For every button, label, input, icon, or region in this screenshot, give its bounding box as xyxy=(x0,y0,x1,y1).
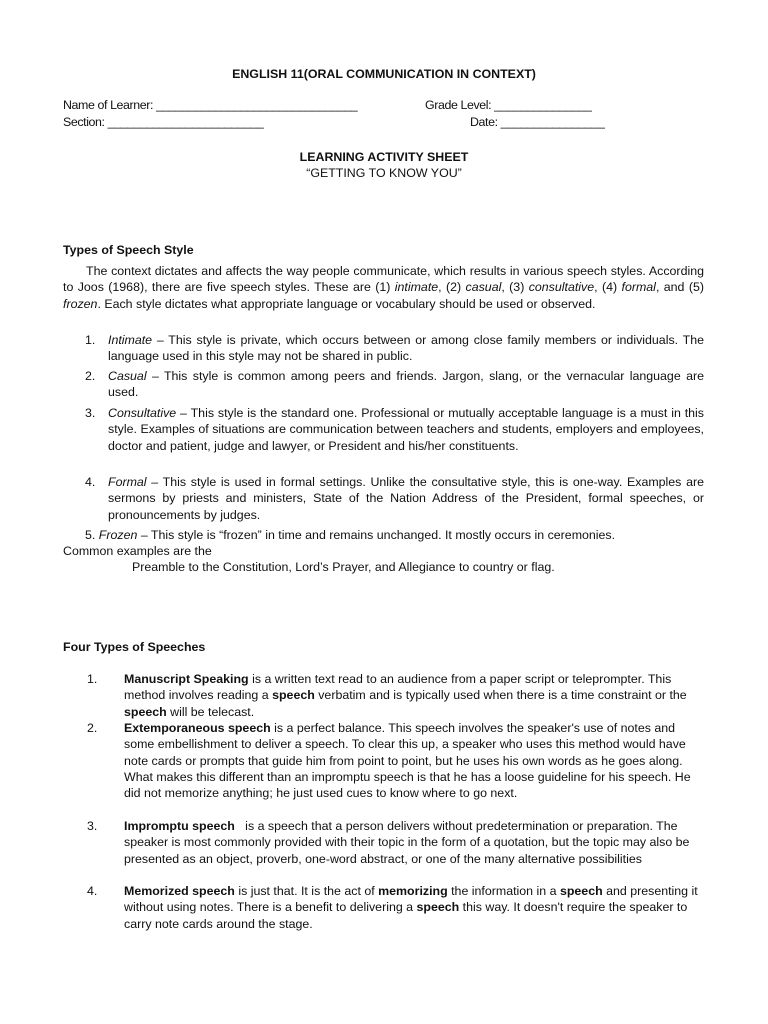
speech-item-memorized xyxy=(63,883,704,932)
speech-item-impromptu xyxy=(63,818,704,867)
speech-text: is just that. It is the act of xyxy=(234,884,379,898)
speech-text: is a speech that a person delivers without predetermination or preparation. The speaker is most commonly provided with their topic in the form of a quotation, but the topic may also be presented as an object, proverb, one-word abstract, or one of the many alternative possibilities xyxy=(124,819,693,866)
list-number: 2. xyxy=(85,369,96,383)
grade-level-field: Grade Level: _______________ xyxy=(425,98,592,112)
speech-term: speech xyxy=(124,704,167,719)
list-number: 1. xyxy=(85,333,96,347)
speeches-heading: Four Types of Speeches xyxy=(63,640,206,654)
name-of-learner-field: Name of Learner: _______________________________ xyxy=(63,98,358,112)
speech-text: will be telecast. xyxy=(166,704,255,719)
speech-style-heading: Types of Speech Style xyxy=(63,243,194,257)
intro-term-casual: casual xyxy=(465,280,502,295)
speech-term: Extemporaneous speech xyxy=(124,721,271,735)
speech-text: the information in a xyxy=(447,884,560,898)
style-description: – This style is “frozen” in time and remains unchanged. It mostly occurs in ceremonies. xyxy=(137,528,616,542)
speech-term: speech xyxy=(559,884,603,898)
intro-term-intimate: intimate xyxy=(394,280,439,295)
speech-term: memorizing xyxy=(378,884,448,898)
intro-text: . Each style dictates what appropriate language or vocabulary should be used or observed. xyxy=(97,296,596,311)
list-number: 3. xyxy=(87,819,98,833)
speech-style-item-intimate xyxy=(63,332,704,365)
speech-item-extemporaneous xyxy=(63,720,704,801)
section-field: Section: ________________________ xyxy=(63,115,264,129)
speech-text: is a written text read to an audience from a paper script or teleprompter. This method involves reading a xyxy=(124,672,672,703)
speech-style-intro xyxy=(63,263,704,312)
speech-style-item-consultative xyxy=(63,405,704,454)
style-description: – This style is the standard one. Professional or mutually acceptable language is a must in this style. Examples of situations are communication between teachers and students, employers and employees, doctor and patient, judge and lawyer, or President and his/her constituents. xyxy=(108,406,704,453)
date-field: Date: ________________ xyxy=(470,115,605,129)
intro-text: , and (5) xyxy=(655,280,704,295)
document-title: ENGLISH 11(ORAL COMMUNICATION IN CONTEXT) xyxy=(232,67,536,81)
style-description: – This style is private, which occurs between or among close family members or individuals. The language used in this style may not be shared in public. xyxy=(108,333,704,364)
intro-text: The context dictates and affects the way people communicate, which results in various speech styles. According to Joos (1968), there are five speech styles. These are (1) xyxy=(63,264,704,295)
style-term: Casual xyxy=(108,369,147,383)
list-number: 5. xyxy=(85,528,96,542)
speech-term: Memorized speech xyxy=(124,884,235,898)
speech-text: and presenting it without using notes. There is a benefit to delivering a xyxy=(124,884,698,915)
list-number: 4. xyxy=(87,884,98,898)
style-term: Consultative xyxy=(108,406,177,420)
intro-text: , (4) xyxy=(594,280,622,295)
speech-style-item-frozen xyxy=(85,527,615,543)
speech-term: Impromptu speech xyxy=(124,819,235,833)
style-term: Frozen xyxy=(98,528,138,542)
speech-text: verbatim and is typically used when there is a time constraint or the xyxy=(314,688,687,703)
activity-title: LEARNING ACTIVITY SHEET xyxy=(299,150,469,164)
style-term: Formal xyxy=(108,475,147,489)
frozen-examples-intro: Common examples are the xyxy=(63,544,212,558)
style-term: Intimate xyxy=(108,333,153,347)
intro-term-consultative: consultative xyxy=(528,280,595,295)
intro-text: , (2) xyxy=(438,280,466,295)
list-number: 1. xyxy=(87,672,98,686)
speech-text: this way. It doesn't require the speaker to carry note cards around the stage. xyxy=(124,900,688,931)
activity-subtitle: “GETTING TO KNOW YOU” xyxy=(306,166,462,180)
intro-term-frozen: frozen xyxy=(63,296,98,311)
list-number: 4. xyxy=(85,475,96,489)
speech-term: Manuscript Speaking xyxy=(124,672,249,686)
intro-term-formal: formal xyxy=(621,280,656,295)
style-description: – This style is common among peers and friends. Jargon, slang, or the vernacular language are used. xyxy=(108,369,704,400)
speech-term: speech xyxy=(272,688,315,703)
list-number: 3. xyxy=(85,406,96,420)
style-description: – This style is used in formal settings. Unlike the consultative style, this is one-way. Examples are sermons by priests and ministers, State of the Nation Address of the President, formal speeches, or pronouncements by judges. xyxy=(108,475,704,522)
list-number: 2. xyxy=(87,721,98,735)
intro-text: , (3) xyxy=(501,280,529,295)
speech-style-item-formal xyxy=(63,474,704,523)
speech-term: speech xyxy=(416,900,460,915)
speech-item-manuscript xyxy=(63,671,704,720)
frozen-examples: Preamble to the Constitution, Lord’s Prayer, and Allegiance to country or flag. xyxy=(132,560,555,574)
speech-style-item-casual xyxy=(63,368,704,401)
speech-text: is a perfect balance. This speech involves the speaker's use of notes and some embellishment to deliver a speech. To clear this up, a speaker who uses this method would have note cards or prompts that guide him from point to point, but he uses his own words as he goes along. What makes this different than an impromptu speech is that he has a loose guideline for his speech. He did not memorize anything; he just used cues to know where to go next. xyxy=(124,721,691,801)
